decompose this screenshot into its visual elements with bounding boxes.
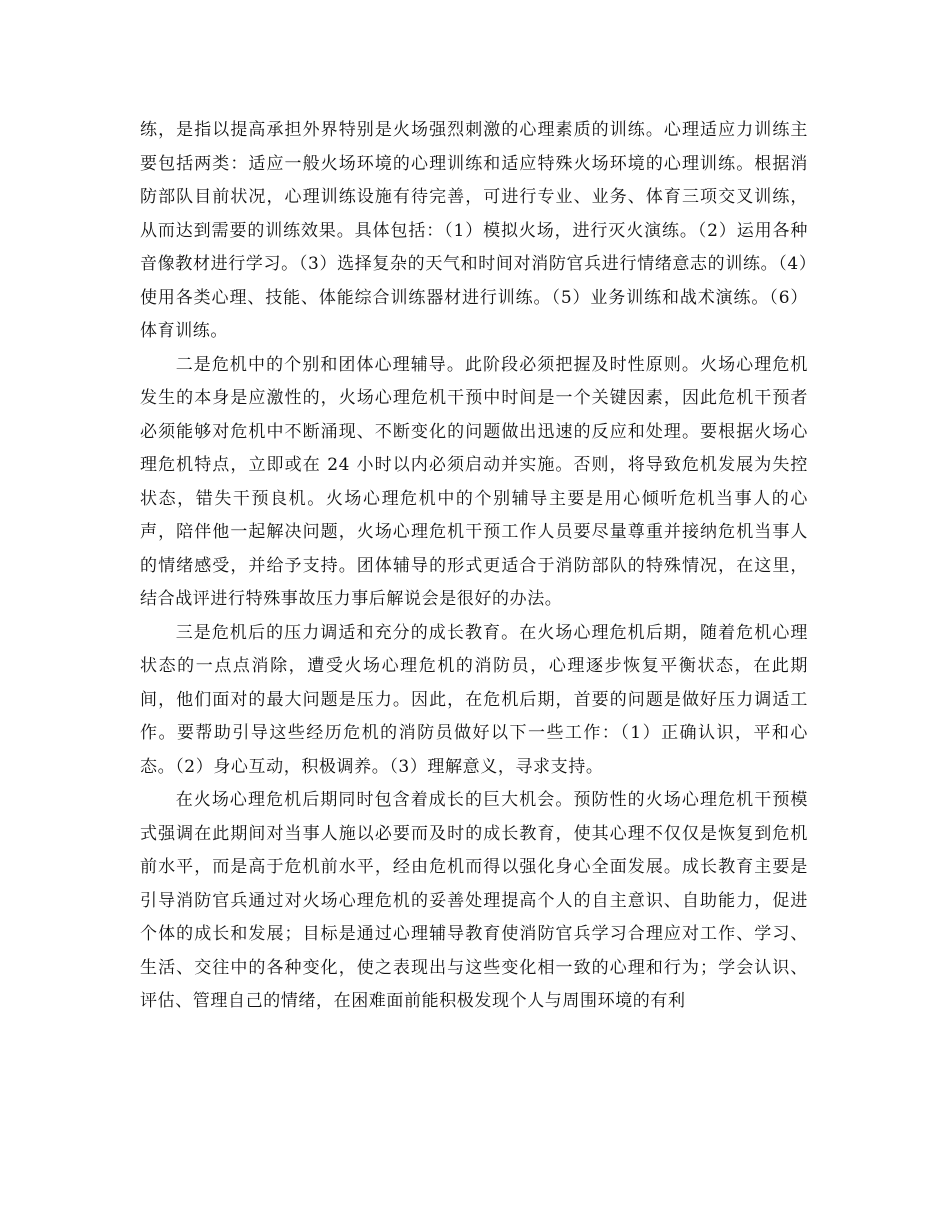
paragraph-post-crisis-stress: 三是危机后的压力调适和充分的成长教育。在火场心理危机后期，随着危机心理状态的一点点消除，遭受火场心理危机的消防员，心理逐步恢复平衡状态，在此期间，他们面对的最大问题是压力。因此，在危机后期，首要的问题是做好压力调适工作。要帮助引导这些经历危机的消防员做好以下一些工作：（1）正确认识，平和心态。（2）身心互动，积极调养。（3）理解意义，寻求支持。 (140, 622, 808, 777)
paragraph-crisis-counseling: 二是危机中的个别和团体心理辅导。此阶段必须把握及时性原则。火场心理危机发生的本身是应激性的，火场心理危机干预中时间是一个关键因素，因此危机干预者必须能够对危机中不断涌现、不断变化的问题做出迅速的反应和处理。要根据火场心理危机特点，立即或在 24 小时以内必须启动并实施。否则，将导致危机发展为失控状态，错失干预良机。火场心理危机中的个别辅导主要是用心倾听危机当事人的心声，陪伴他一起解决问题，火场心理危机干预工作人员要尽量尊重并接纳危机当事人的情绪感受，并给予支持。团体辅导的形式更适合于消防部队的特殊情况，在这里，结合战评进行特殊事故压力事后解说会是很好的办法。 (140, 354, 808, 609)
paragraph-training-content: 练，是指以提高承担外界特别是火场强烈刺激的心理素质的训练。心理适应力训练主要包括两类：适应一般火场环境的心理训练和适应特殊火场环境的心理训练。根据消防部队目前状况，心理训练设施有待完善，可进行专业、业务、体育三项交叉训练，从而达到需要的训练效果。具体包括：（1）模拟火场，进行灭火演练。（2）运用各种音像教材进行学习。（3）选择复杂的天气和时间对消防官兵进行情绪意志的训练。（4）使用各类心理、技能、体能综合训练器材进行训练。（5）业务训练和战术演练。（6）体育训练。 (140, 120, 808, 341)
paragraph-growth-education: 在火场心理危机后期同时包含着成长的巨大机会。预防性的火场心理危机干预模式强调在此期间对当事人施以必要而及时的成长教育，使其心理不仅仅是恢复到危机前水平，而是高于危机前水平，经由危机而得以强化身心全面发展。成长教育主要是引导消防官兵通过对火场心理危机的妥善处理提高个人的自主意识、自助能力，促进个体的成长和发展；目标是通过心理辅导教育使消防官兵学习合理应对工作、学习、生活、交往中的各种变化，使之表现出与这些变化相一致的心理和行为；学会认识、评估、管理自己的情绪，在困难面前能积极发现个人与周围环境的有利 (140, 790, 808, 1011)
document-body (140, 114, 808, 1019)
